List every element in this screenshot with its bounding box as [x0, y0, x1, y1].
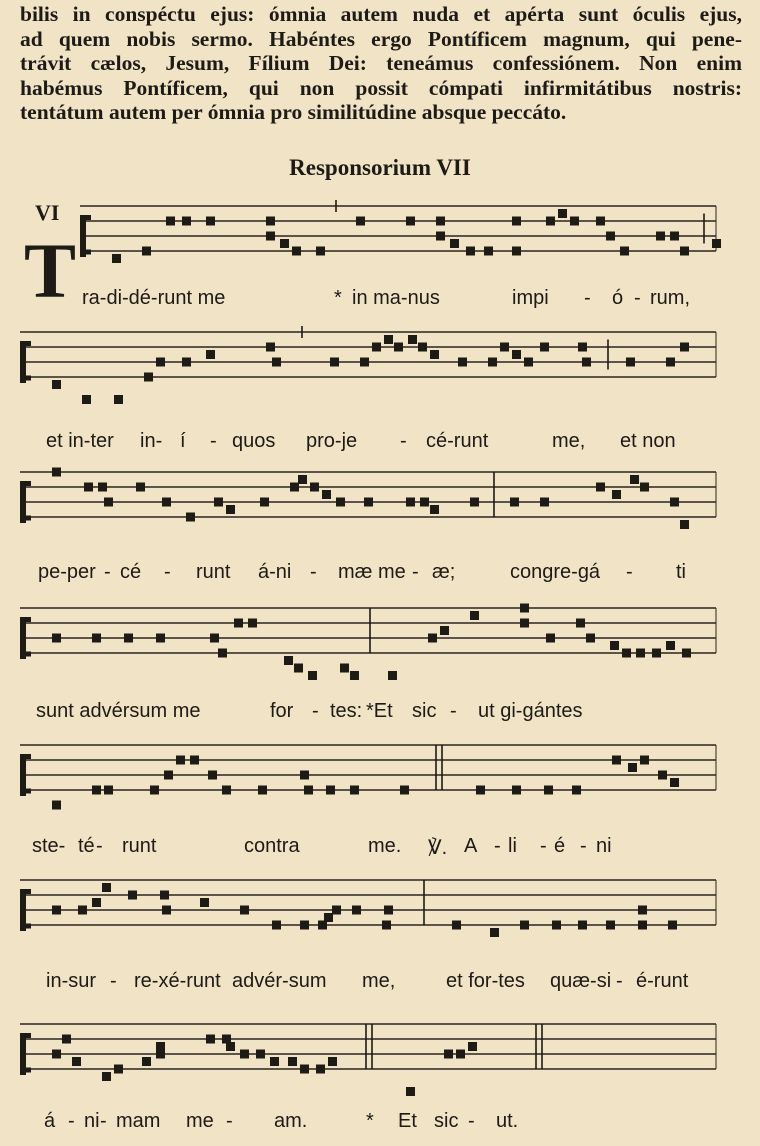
neume-punctum	[78, 906, 87, 915]
staff-system	[0, 462, 760, 552]
lyric-syllable: me	[186, 1110, 214, 1132]
neume-punctum	[214, 498, 223, 507]
neume-punctum	[484, 247, 493, 256]
lyric-syllable: ℣.	[428, 837, 448, 859]
lyric-syllable: mæ me	[338, 561, 406, 583]
neume-punctum	[210, 634, 219, 643]
neume-punctum	[520, 604, 529, 613]
neume-punctum	[622, 649, 631, 658]
neume-punctum	[332, 906, 341, 915]
neume-punctum	[488, 358, 497, 367]
neume-punctum	[114, 395, 123, 404]
neume-punctum	[680, 520, 689, 529]
staff-svg	[0, 322, 760, 412]
mode-label: VI	[35, 200, 60, 225]
neume-punctum	[144, 373, 153, 382]
neume-punctum	[156, 1042, 165, 1051]
neume-punctum	[458, 358, 467, 367]
neume-punctum	[540, 343, 549, 352]
neume-punctum	[256, 1050, 265, 1059]
staff-system	[0, 322, 760, 412]
staff-system	[0, 1014, 760, 1104]
neume-punctum	[450, 239, 459, 248]
neume-punctum	[656, 232, 665, 241]
neume-punctum	[150, 786, 159, 795]
lyric-syllable: -	[96, 835, 103, 857]
neume-punctum	[156, 358, 165, 367]
neume-punctum	[310, 483, 319, 492]
neume-punctum	[666, 358, 675, 367]
lyric-syllable: A	[464, 835, 478, 857]
neume-punctum	[226, 1042, 235, 1051]
neume-punctum	[114, 1065, 123, 1074]
neume-punctum	[558, 209, 567, 218]
lyric-syllable: ni	[84, 1110, 100, 1132]
neume-punctum	[670, 232, 679, 241]
neume-punctum	[364, 498, 373, 507]
neume-punctum	[164, 771, 173, 780]
lyric-syllable: sic	[434, 1110, 459, 1132]
neume-punctum	[326, 786, 335, 795]
neume-punctum	[400, 786, 409, 795]
neume-punctum	[638, 906, 647, 915]
lyric-syllable: ni	[596, 835, 612, 857]
neume-punctum	[406, 498, 415, 507]
neume-punctum	[520, 619, 529, 628]
neume-punctum	[638, 921, 647, 930]
neume-punctum	[258, 786, 267, 795]
lyric-syllable: -	[100, 1110, 107, 1132]
lyric-syllable: -	[634, 287, 641, 309]
lyric-line	[0, 430, 760, 460]
lyric-syllable: contra	[244, 835, 300, 857]
neume-punctum	[340, 664, 349, 673]
neume-punctum	[630, 475, 639, 484]
neume-punctum	[612, 756, 621, 765]
staff-svg	[0, 735, 760, 825]
neume-punctum	[82, 395, 91, 404]
neume-punctum	[468, 1042, 477, 1051]
neume-punctum	[266, 232, 275, 241]
neume-punctum	[418, 343, 427, 352]
neume-punctum	[328, 1057, 337, 1066]
neume-punctum	[658, 771, 667, 780]
neume-punctum	[92, 898, 101, 907]
verse-line: bilis in conspéctu ejus: ómnia autem nuda et apérta sunt óculis ejus,	[20, 2, 742, 26]
lyric-line	[0, 970, 760, 1000]
neume-punctum	[292, 247, 301, 256]
lyric-syllable: -	[68, 1110, 75, 1132]
neume-punctum	[668, 921, 677, 930]
neume-punctum	[652, 649, 661, 658]
neume-punctum	[142, 247, 151, 256]
neume-punctum	[444, 1050, 453, 1059]
neume-punctum	[680, 247, 689, 256]
neume-punctum	[436, 217, 445, 226]
verse-line: trávit cælos, Jesum, Fílium Dei: teneámus confessiónem. Non enim	[20, 51, 742, 75]
neume-punctum	[512, 786, 521, 795]
neume-punctum	[52, 906, 61, 915]
neume-punctum	[610, 641, 619, 650]
neume-punctum	[512, 247, 521, 256]
lyric-syllable: té	[78, 835, 95, 857]
neume-punctum	[666, 641, 675, 650]
lyric-syllable: et non	[620, 430, 676, 452]
lyric-syllable: sunt advérsum me	[36, 700, 201, 722]
lyric-syllable: tes:	[330, 700, 363, 722]
staff-system	[0, 196, 760, 286]
lyric-syllable: rum,	[650, 287, 690, 309]
neume-punctum	[208, 771, 217, 780]
neume-punctum	[578, 921, 587, 930]
neume-punctum	[272, 358, 281, 367]
lyric-syllable: -	[616, 970, 623, 992]
neume-punctum	[596, 217, 605, 226]
neume-punctum	[606, 921, 615, 930]
lyric-syllable: ut.	[496, 1110, 519, 1132]
lyric-syllable: me,	[362, 970, 396, 992]
lyric-syllable: -	[584, 287, 591, 309]
neume-punctum	[200, 898, 209, 907]
neume-punctum	[582, 358, 591, 367]
neume-punctum	[52, 801, 61, 810]
neume-punctum	[670, 498, 679, 507]
neume-punctum	[304, 786, 313, 795]
neume-punctum	[612, 490, 621, 499]
lyric-syllable: -	[210, 430, 217, 452]
lyric-syllable: -	[312, 700, 319, 722]
lyric-syllable: -	[450, 700, 457, 722]
lyric-syllable: mam	[116, 1110, 161, 1132]
neume-punctum	[470, 498, 479, 507]
neume-punctum	[104, 786, 113, 795]
lyric-syllable: ut gi-gántes	[478, 700, 583, 722]
neume-punctum	[270, 1057, 279, 1066]
neume-punctum	[176, 756, 185, 765]
lyric-syllable: Et	[398, 1110, 417, 1132]
verse-line: habémus Pontíficem, qui non possit cómpati infirmitátibus nostris:	[20, 75, 742, 100]
neume-punctum	[382, 921, 391, 930]
neume-punctum	[408, 335, 417, 344]
neume-punctum	[620, 247, 629, 256]
lyric-syllable: -	[400, 430, 407, 452]
neume-punctum	[512, 217, 521, 226]
staff-svg	[0, 870, 760, 960]
neume-punctum	[272, 921, 281, 930]
lyric-line	[0, 835, 760, 865]
lyric-syllable: congre-gá	[510, 561, 601, 583]
neume-punctum	[470, 611, 479, 620]
lyric-syllable: ste-	[32, 835, 66, 857]
neume-punctum	[182, 358, 191, 367]
lyric-syllable: et for-tes	[446, 970, 525, 992]
lyric-line	[0, 700, 760, 730]
neume-punctum	[384, 906, 393, 915]
verse-line: tentátum autem per ómnia pro similitúdine absque peccáto.	[20, 100, 567, 124]
neume-punctum	[440, 626, 449, 635]
neume-punctum	[102, 883, 111, 892]
neume-punctum	[294, 664, 303, 673]
neume-punctum	[284, 656, 293, 665]
neume-punctum	[336, 498, 345, 507]
neume-punctum	[104, 498, 113, 507]
staff-svg	[0, 196, 760, 286]
neume-punctum	[406, 217, 415, 226]
neume-punctum	[682, 649, 691, 658]
lyric-syllable: in-sur	[46, 970, 97, 992]
lyric-syllable: et in-ter	[46, 430, 114, 452]
neume-punctum	[510, 498, 519, 507]
neume-punctum	[98, 483, 107, 492]
lyric-line	[0, 1110, 760, 1140]
neume-punctum	[124, 634, 133, 643]
neume-punctum	[524, 358, 533, 367]
neume-punctum	[266, 217, 275, 226]
neume-punctum	[436, 232, 445, 241]
neume-punctum	[234, 619, 243, 628]
verse-line: ad quem nobis sermo. Habéntes ergo Pontíficem magnum, qui pene-	[20, 26, 742, 51]
lyric-syllable: re-xé-runt	[134, 970, 221, 992]
neume-punctum	[190, 756, 199, 765]
lyric-syllable: sic	[412, 700, 437, 722]
neume-punctum	[586, 634, 595, 643]
neume-punctum	[162, 906, 171, 915]
neume-punctum	[606, 232, 615, 241]
neume-punctum	[500, 343, 509, 352]
lyric-syllable: in-	[140, 430, 163, 452]
neume-punctum	[260, 498, 269, 507]
neume-punctum	[430, 350, 439, 359]
neume-punctum	[372, 343, 381, 352]
lyric-syllable: am.	[274, 1110, 308, 1132]
neume-punctum	[248, 619, 257, 628]
neume-punctum	[596, 483, 605, 492]
lyric-syllable: é	[554, 835, 566, 857]
lyric-syllable: í	[180, 430, 186, 452]
lyric-syllable: cé-runt	[426, 430, 489, 452]
neume-punctum	[576, 619, 585, 628]
lyric-syllable: -	[468, 1110, 475, 1132]
lyric-syllable: runt	[196, 561, 231, 583]
neume-punctum	[62, 1035, 71, 1044]
lyric-syllable: -	[540, 835, 547, 857]
neume-punctum	[628, 763, 637, 772]
lyric-syllable: -	[626, 561, 633, 583]
neume-punctum	[512, 350, 521, 359]
neume-punctum	[324, 913, 333, 922]
neume-punctum	[166, 217, 175, 226]
neume-punctum	[490, 928, 499, 937]
neume-punctum	[52, 380, 61, 389]
neume-punctum	[552, 921, 561, 930]
lyric-syllable: li	[508, 835, 517, 857]
neume-punctum	[308, 671, 317, 680]
lyric-syllable: me.	[368, 835, 402, 857]
neume-punctum	[456, 1050, 465, 1059]
staff-svg	[0, 598, 760, 688]
neume-punctum	[162, 498, 171, 507]
neume-punctum	[280, 239, 289, 248]
neume-punctum	[572, 786, 581, 795]
lyric-syllable: quos	[232, 430, 276, 452]
lyric-syllable: -	[110, 970, 117, 992]
neume-punctum	[406, 1087, 415, 1096]
neume-punctum	[384, 335, 393, 344]
neume-punctum	[136, 483, 145, 492]
lyric-syllable: -	[310, 561, 317, 583]
neume-punctum	[300, 771, 309, 780]
staff-system	[0, 598, 760, 688]
neume-punctum	[290, 483, 299, 492]
neume-punctum	[352, 906, 361, 915]
lyric-syllable: impi	[512, 287, 549, 309]
neume-punctum	[428, 634, 437, 643]
staff-svg	[0, 462, 760, 552]
lyric-syllable: á	[44, 1110, 56, 1132]
neume-punctum	[72, 1057, 81, 1066]
neume-punctum	[452, 921, 461, 930]
lyric-syllable: á-ni	[258, 561, 292, 583]
neume-punctum	[570, 217, 579, 226]
lyric-syllable: pe-per	[38, 561, 96, 583]
responsory-heading: Responsorium VII	[289, 155, 471, 180]
neume-punctum	[546, 634, 555, 643]
lyric-syllable: -	[412, 561, 419, 583]
neume-punctum	[330, 358, 339, 367]
lyric-line	[0, 287, 760, 317]
lyric-syllable: advér-sum	[232, 970, 327, 992]
neume-punctum	[52, 634, 61, 643]
lyric-syllable: æ;	[432, 561, 456, 583]
neume-punctum	[206, 217, 215, 226]
neume-punctum	[420, 498, 429, 507]
neume-punctum	[712, 239, 721, 248]
neume-punctum	[102, 1072, 111, 1081]
lyric-syllable: pro-je	[306, 430, 358, 452]
lyric-syllable: ti	[676, 561, 686, 583]
neume-punctum	[288, 1057, 297, 1066]
lyric-syllable: -	[494, 835, 501, 857]
neume-punctum	[300, 1065, 309, 1074]
lyric-syllable: é-runt	[636, 970, 689, 992]
neume-punctum	[670, 778, 679, 787]
neume-punctum	[156, 634, 165, 643]
neume-punctum	[52, 468, 61, 477]
lyric-syllable: ra-di-dé-runt me	[82, 287, 226, 309]
neume-punctum	[350, 671, 359, 680]
neume-punctum	[636, 649, 645, 658]
lyric-syllable: ó	[612, 287, 624, 309]
neume-punctum	[298, 475, 307, 484]
lyric-syllable: -	[164, 561, 171, 583]
neume-punctum	[300, 921, 309, 930]
neume-punctum	[112, 254, 121, 263]
neume-punctum	[186, 513, 195, 522]
lyric-syllable: me,	[552, 430, 586, 452]
neume-punctum	[182, 217, 191, 226]
neume-punctum	[128, 891, 137, 900]
neume-punctum	[388, 671, 397, 680]
neume-punctum	[356, 217, 365, 226]
neume-punctum	[544, 786, 553, 795]
neume-punctum	[240, 906, 249, 915]
lyric-syllable: quæ-si	[550, 970, 612, 992]
neume-punctum	[52, 1050, 61, 1059]
neume-punctum	[92, 786, 101, 795]
neume-punctum	[466, 247, 475, 256]
lyric-syllable: in ma-nus	[352, 287, 440, 309]
lyric-syllable: runt	[122, 835, 157, 857]
neume-punctum	[84, 483, 93, 492]
verse-text	[20, 2, 742, 125]
neume-punctum	[476, 786, 485, 795]
neume-punctum	[350, 786, 359, 795]
lyric-syllable: for	[270, 700, 294, 722]
initial-letter: T	[24, 227, 77, 314]
neume-punctum	[578, 343, 587, 352]
neume-punctum	[316, 1065, 325, 1074]
neume-punctum	[680, 343, 689, 352]
neume-punctum	[360, 358, 369, 367]
lyric-syllable: cé	[120, 561, 142, 583]
neume-punctum	[160, 891, 169, 900]
neume-punctum	[226, 505, 235, 514]
neume-punctum	[430, 505, 439, 514]
neume-punctum	[394, 343, 403, 352]
neume-punctum	[640, 483, 649, 492]
neume-punctum	[316, 247, 325, 256]
neume-punctum	[520, 921, 529, 930]
lyric-line	[0, 561, 760, 591]
neume-punctum	[222, 786, 231, 795]
neume-punctum	[92, 634, 101, 643]
staff-svg	[0, 1014, 760, 1104]
lyric-syllable: -	[104, 561, 111, 583]
neume-punctum	[546, 217, 555, 226]
neume-punctum	[640, 756, 649, 765]
neume-punctum	[206, 1035, 215, 1044]
neume-punctum	[142, 1057, 151, 1066]
neume-punctum	[626, 358, 635, 367]
neume-punctum	[540, 498, 549, 507]
neume-punctum	[240, 1050, 249, 1059]
lyric-syllable: *	[334, 287, 342, 309]
lyric-syllable: *Et	[366, 700, 393, 722]
lyric-syllable: -	[580, 835, 587, 857]
neume-punctum	[322, 490, 331, 499]
staff-system	[0, 870, 760, 960]
neume-punctum	[218, 649, 227, 658]
staff-system	[0, 735, 760, 825]
lyric-syllable: *	[366, 1110, 374, 1132]
neume-punctum	[266, 343, 275, 352]
neume-punctum	[206, 350, 215, 359]
lyric-syllable: -	[226, 1110, 233, 1132]
